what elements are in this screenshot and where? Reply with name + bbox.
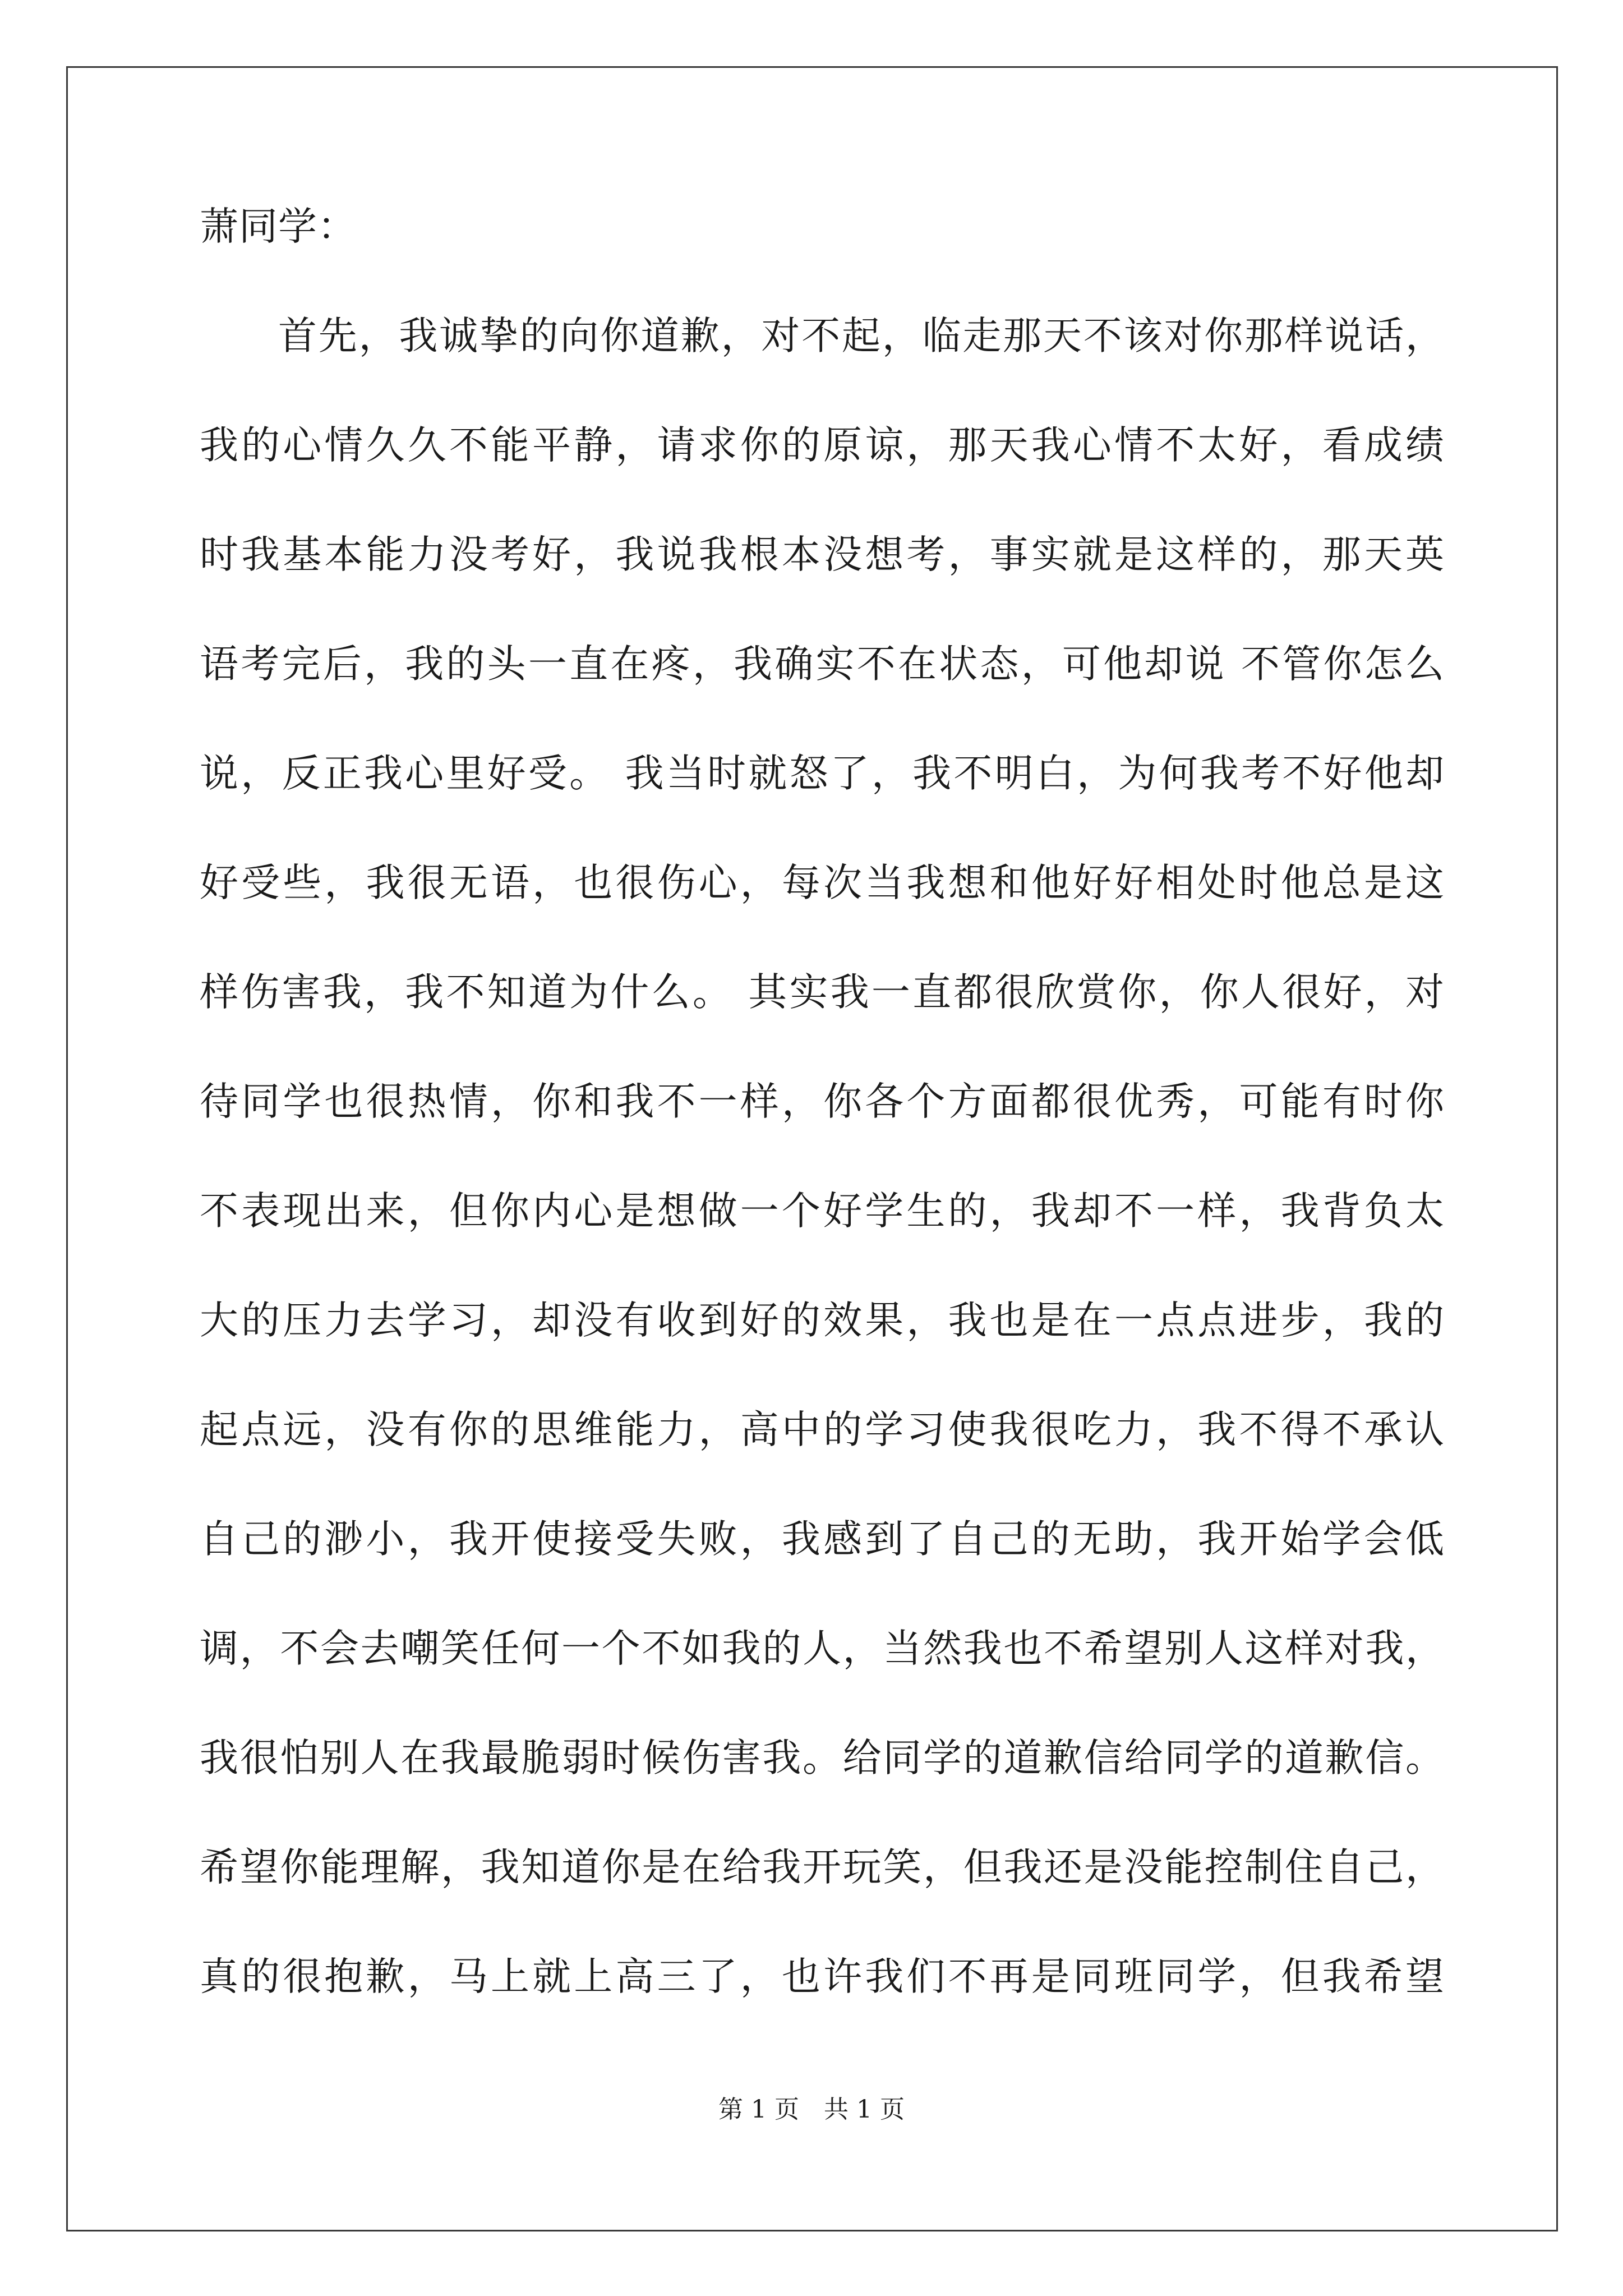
paragraph-line: 自己的渺小，我开使接受失败，我感到了自己的无助，我开始学会低 [200, 1517, 1445, 1562]
paragraph-line: 大的压力去学习，却没有收到好的效果，我也是在一点点进步，我的 [200, 1298, 1445, 1343]
paragraph-line: 我很怕别人在我最脆弱时候伤害我。给同学的道歉信给同学的道歉信。 [200, 1736, 1445, 1780]
page-number-footer: 第 1 页 共 1 页 [718, 2095, 905, 2124]
paragraph-line: 调，不会去嘲笑任何一个不如我的人，当然我也不希望别人这样对我， [200, 1626, 1445, 1671]
paragraph-line: 说，反正我心里好受。 我当时就怒了，我不明白，为何我考不好他却 [200, 751, 1445, 796]
paragraph-line: 时我基本能力没考好，我说我根本没想考，事实就是这样的，那天英 [200, 532, 1445, 577]
paragraph-line: 不表现出来，但你内心是想做一个好学生的，我却不一样，我背负太 [200, 1189, 1445, 1234]
paragraph-line: 首先，我诚挚的向你道歉，对不起，临走那天不该对你那样说话， [278, 314, 1445, 358]
paragraph-line: 好受些，我很无语，也很伤心，每次当我想和他好好相处时他总是这 [200, 861, 1445, 905]
paragraph-line: 真的很抱歉，马上就上高三了，也许我们不再是同班同学，但我希望 [200, 1954, 1445, 1999]
letter-body [200, 204, 1445, 2067]
paragraph-line: 语考完后，我的头一直在疼，我确实不在状态，可他却说 不管你怎么 [200, 642, 1445, 687]
salutation: 萧同学： [200, 204, 357, 249]
paragraph-line: 希望你能理解，我知道你是在给我开玩笑，但我还是没能控制住自己， [200, 1845, 1445, 1890]
paragraph-line: 待同学也很热情，你和我不一样，你各个方面都很优秀，可能有时你 [200, 1079, 1445, 1124]
paragraph-line: 我的心情久久不能平静，请求你的原谅，那天我心情不太好，看成绩 [200, 423, 1445, 468]
paragraph-line: 样伤害我，我不知道为什么。 其实我一直都很欣赏你，你人很好，对 [200, 970, 1445, 1015]
paragraph-line: 起点远，没有你的思维能力，高中的学习使我很吃力，我不得不承认 [200, 1407, 1445, 1452]
